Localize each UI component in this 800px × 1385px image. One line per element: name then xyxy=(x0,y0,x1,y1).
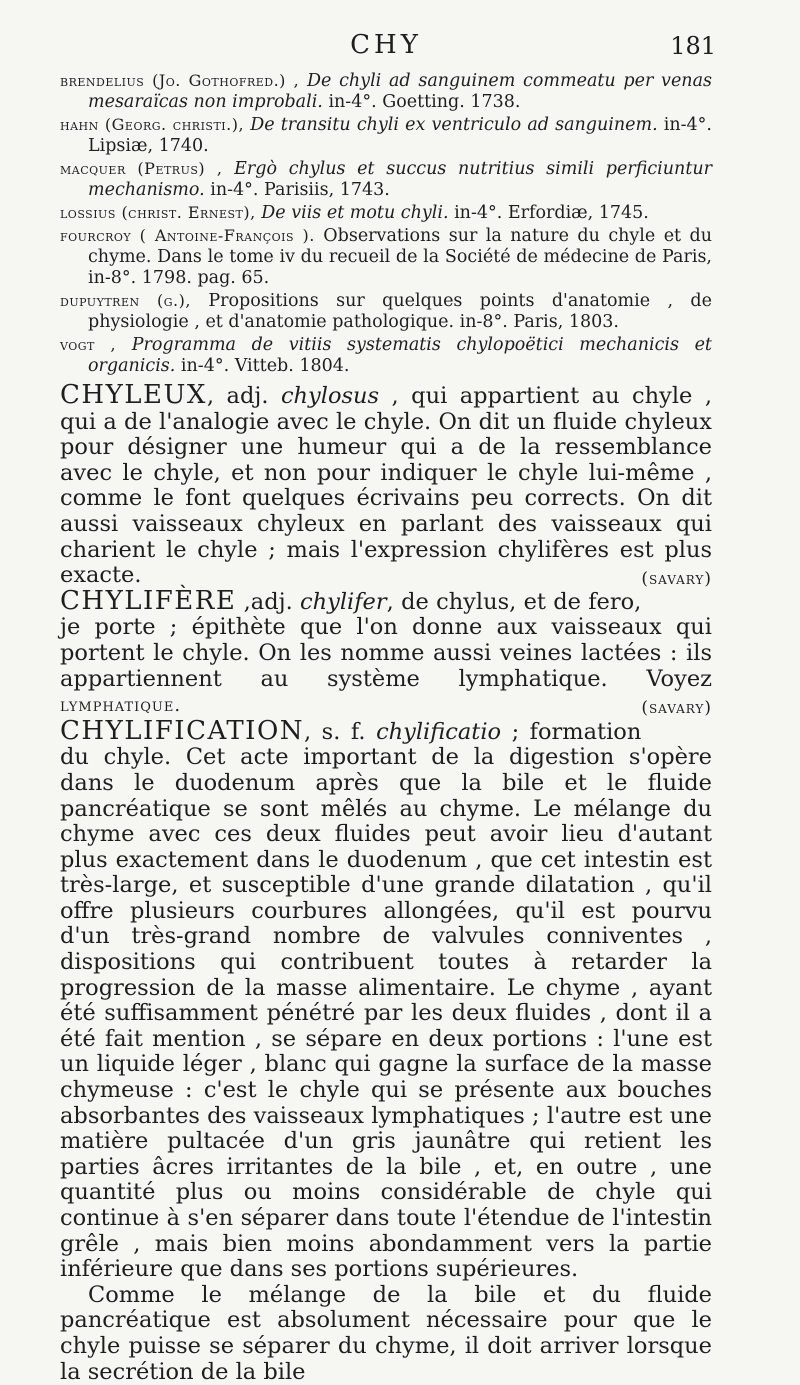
grammar: , s. f. xyxy=(304,718,377,745)
article-chylification xyxy=(60,715,712,1283)
bib-details: in-4°. Vitteb. 1804. xyxy=(175,356,350,376)
bib-details: in-4°. Goetting. 1738. xyxy=(322,92,521,112)
bib-author: hahn (Georg. christi.), xyxy=(60,115,245,134)
bib-details: in-4°. Parisiis, 1743. xyxy=(204,180,390,200)
author-signature: (savary) xyxy=(641,569,712,590)
book-page xyxy=(60,30,716,1385)
running-head xyxy=(60,30,716,70)
bibliography-entry xyxy=(60,202,712,224)
definition: , de chylus, et de fero, je porte ; épithète que l'on donne aux vaisseaux qui portent le chyle. On les nomme aussi veines lactées : ils appartiennent au système lymphatique. Voyez xyxy=(60,588,712,692)
latin-term: chylosus xyxy=(280,383,380,409)
article-chylifere xyxy=(60,585,712,719)
running-title: CHY xyxy=(350,30,422,60)
paragraph: Comme le mélange de la bile et du fluide pancréatique est absolument nécessaire pour que le chyle puisse se séparer du chyme, il doit arriver lorsque la secrétion de la bile xyxy=(60,1281,712,1385)
bib-author: fourcroy ( Antoine-François ). xyxy=(60,226,315,245)
headword: CHYLIFÈRE xyxy=(60,585,237,616)
cross-reference: lymphatique. xyxy=(60,695,182,717)
bib-author: macquer (Petrus) , xyxy=(60,159,223,178)
definition: , qui appartient au chyle , qui a de l'analogie avec le chyle. On dit un fluide chyleux pour désigner une humeur qui a de la ressemblance avec le chyle, et non pour indiquer le chyle lui-même , comme le font quelques écrivains peu corrects. On dit aussi vaisseaux chyleux en parlant des vaisseaux qui charient le chyle ; mais l'expression chylifères est plus exacte. xyxy=(60,383,712,589)
definition: ; formation du chyle. Cet acte important de la digestion s'opère dans le duodenum après que la bile et le fluide pancréatique se sont mêlés au chyme. Le mélange du chyme avec ces deux fluides peut avoir lieu d'autant plus exactement dans le duodenum , que cet intestin est très-large, et susceptible d'une grande dilatation , qu'il offre plusieurs courbures allongées, qu'il est pourvu d'un très-grand nombre de valvules conniventes , dispositions qui contribuent toutes à retarder la progression de la masse alimentaire. Le chyme , ayant été suffisamment pénétré par les deux fluides , dont il a été fait mention , se sépare en deux portions : l'une est un liquide léger , blanc qui gagne la surface de la masse chymeuse : c'est le chyle qui se présente aux bouches absorbantes des vaisseaux lymphatiques ; l'autre est une matière pultacée d'un gris jaunâtre qui retient les parties âcres irritantes de la bile , et, en outre , une quantité plus ou moins considérable de chyle qui continue à s'en séparer dans toute l'étendue de l'intestin grêle , mais bien moins abondamment vers la partie inférieure que dans ses portions supérieures. xyxy=(60,718,712,1283)
bib-title: Programma de vitiis systematis chylopoëtici mechanicis et organicis. xyxy=(88,335,712,376)
bibliography-list xyxy=(60,70,712,377)
bib-author: dupuytren (g.), xyxy=(60,291,191,310)
headword: CHYLIFICATION xyxy=(60,715,305,746)
bib-details: in-4°. Erfordiæ, 1745. xyxy=(448,203,649,223)
latin-term: chylificatio xyxy=(376,718,502,745)
bib-details: Propositions sur quelques points d'anatomie , de physiologie , et d'anatomie pathologique. in-8°. Paris, 1803. xyxy=(88,291,712,332)
bibliography-entry xyxy=(60,225,712,289)
author-signature: (savary) xyxy=(641,698,712,719)
article-chyleux xyxy=(60,380,712,590)
latin-term: chylifer xyxy=(300,588,387,615)
bibliography-entry xyxy=(60,70,712,113)
grammar: , adj. xyxy=(206,383,281,409)
bibliography-entry xyxy=(60,290,712,333)
bibliography-entry xyxy=(60,114,712,157)
bib-title: De chyli ad sanguinem commeatu per venas mesaraïcas non improbali. xyxy=(88,71,712,112)
grammar: ,adj. xyxy=(236,588,301,615)
headword: CHYLEUX xyxy=(60,380,207,410)
bib-title: De transitu chyli ex ventriculo ad sanguinem. xyxy=(250,115,658,135)
bib-details: in-4°. Lipsiæ, 1740. xyxy=(88,115,712,156)
bib-details: Observations sur la nature du chyle et du chyme. Dans le tome iv du recueil de la Société de médecine de Paris, in-8°. 1798. pag. 65. xyxy=(88,226,712,288)
bib-title: Ergò chylus et succus nutritius simili perficiuntur mechanismo. xyxy=(88,159,712,200)
bibliography-entry xyxy=(60,158,712,201)
bib-author: brendelius (Jo. Gothofred.) , xyxy=(60,71,300,90)
bib-title: De viis et motu chyli. xyxy=(261,203,449,223)
page-number: 181 xyxy=(670,32,716,60)
bib-author: vogt , xyxy=(60,335,117,354)
bibliography-entry xyxy=(60,334,712,377)
bib-author: lossius (christ. Ernest), xyxy=(60,203,256,222)
